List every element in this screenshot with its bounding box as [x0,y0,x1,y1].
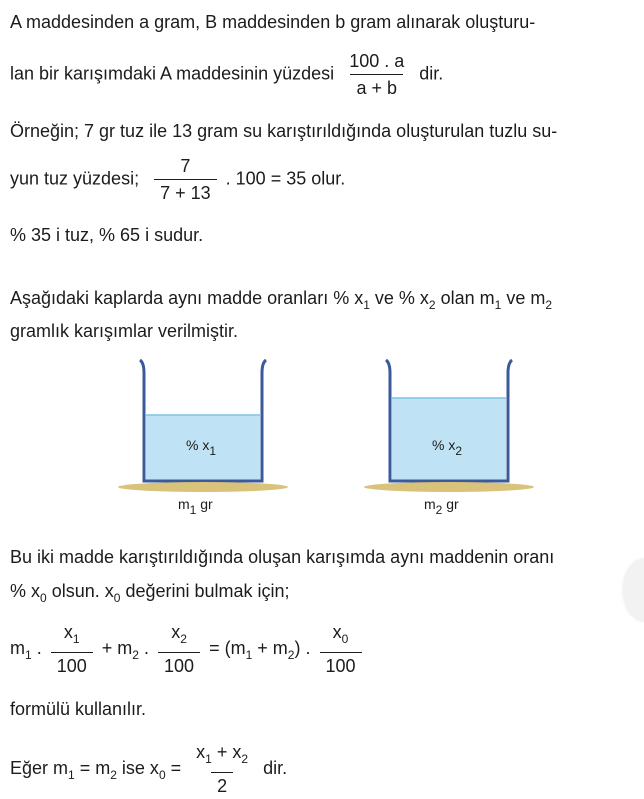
text-segment: % x [432,437,456,453]
text-segment: m [424,496,436,512]
mixing-formula [10,622,366,676]
fraction-denominator: 100 [51,652,93,676]
subscript: 1 [72,632,80,646]
percentage-fraction [343,51,410,98]
text-segment: ve m [501,288,546,308]
subscript: 1 [363,298,370,312]
page-edge-tab [624,560,644,620]
text-segment: ve % x [369,288,429,308]
text-segment: değerini bulmak için; [120,581,290,601]
fraction-numerator [58,622,86,652]
text-segment: % x [186,437,210,453]
beaker-illustration [0,355,644,515]
fraction-denominator: a + b [350,74,403,98]
text-segment: . [138,637,149,658]
subscript: 2 [180,632,187,646]
text-segment: gr [196,496,213,512]
subscript: 1 [494,298,502,312]
mix-line-2 [10,580,290,609]
fraction-denominator: 100 [158,652,200,676]
beaker-2-mass-label [424,496,459,517]
fraction-numerator [165,622,193,652]
fraction-denominator: 100 [320,652,362,676]
subscript: 2 [132,647,139,662]
subscript: 2 [110,767,117,782]
example-line-2-text: yun tuz yüzdesi; [10,168,140,189]
beaker-1 [118,360,288,492]
subscript: 1 [68,767,75,782]
beaker-2 [364,360,534,492]
subscript: 2 [428,298,436,312]
example-line-1: Örneğin; 7 gr tuz ile 13 gram su karıştırıldığında oluşturulan tuzlu su- [10,121,558,141]
fraction-denominator: 7 + 13 [154,179,217,203]
subscript: 2 [435,503,443,517]
subscript: 0 [158,767,166,782]
subscript: 2 [287,647,295,662]
subscript: 1 [205,752,212,766]
text-segment: = [165,757,182,778]
subscript: 2 [455,444,463,458]
text-segment: . [31,637,42,658]
text-segment: x [171,622,181,642]
beaker-1-content [186,437,216,458]
mix-line-1: Bu iki madde karıştırıldığında oluşan karışımda aynı maddenin oranı [10,547,555,567]
text-segment: = (m [209,637,246,658]
subscript: 1 [189,503,197,517]
formula-usage-line: formülü kullanılır. [10,699,147,719]
intro-line-2 [10,51,443,98]
subscript: 0 [40,591,47,605]
result-line: % 35 i tuz, % 65 i sudur. [10,225,204,245]
beaker-intro-line-2: gramlık karışımlar verilmiştir. [10,321,239,341]
text-segment: gr [442,496,459,512]
subscript: 1 [25,647,32,662]
formula-fraction-3 [320,622,362,676]
fraction-numerator: 7 [180,156,191,176]
text-segment: Aşağıdaki kaplarda aynı madde oranları % x [10,288,364,308]
intro-line-2-end: dir. [419,63,444,84]
fraction-numerator: 100 . a [349,51,405,71]
text-segment: m [10,637,25,658]
intro-line-2-text: lan bir karışımdaki A maddesinin yüzdesi [10,63,335,84]
formula-fraction-1 [51,622,93,676]
text-segment: + m [101,637,133,658]
text-segment: + m [252,637,288,658]
subscript: 2 [545,298,553,312]
average-fraction [190,742,254,796]
beaker-1-mass-label [178,496,213,517]
fraction-denominator: 2 [211,772,233,796]
text-segment: % x [10,581,41,601]
text-segment: olsun. x [46,581,114,601]
example-line-2 [10,156,345,203]
intro-line-1: A maddesinden a gram, B maddesinden b gram alınarak oluşturu- [10,12,536,32]
text-segment: olan m [435,288,495,308]
equal-mass-line [10,742,287,796]
beaker-intro-line-1 [10,287,552,316]
text-segment: Eğer m [10,757,69,778]
text-segment: x [332,622,342,642]
fraction-numerator [327,622,355,652]
text-segment: ise x [116,757,159,778]
fraction-numerator [190,742,254,772]
beaker-2-content [432,437,462,458]
text-segment: m [178,496,190,512]
text-segment: dir. [263,757,288,778]
text-segment: x [196,742,206,762]
subscript: 2 [241,752,249,766]
subscript: 1 [209,444,217,458]
subscript: 0 [113,591,121,605]
subscript: 1 [245,647,253,662]
text-segment: ) . [294,637,311,658]
subscript: 0 [341,632,349,646]
text-segment: = m [74,757,111,778]
text-segment: + x [211,742,242,762]
text-segment: x [63,622,73,642]
beaker-1-base [118,482,288,492]
salt-fraction [154,156,217,203]
beaker-2-base [364,482,534,492]
example-line-2-end: . 100 = 35 olur. [225,168,346,189]
formula-fraction-2 [158,622,200,676]
